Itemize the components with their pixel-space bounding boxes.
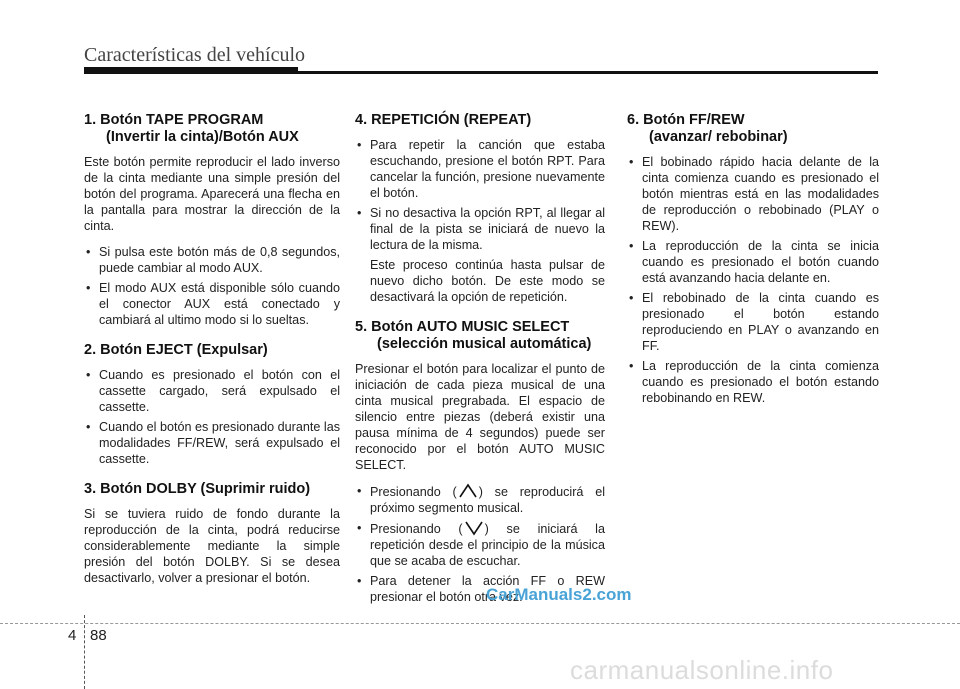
section-4-note: Este proceso continúa hasta pulsar de nuevo dicho botón. De este modo se desactivará la opción de repetición. bbox=[370, 258, 605, 304]
column-2 bbox=[355, 112, 605, 615]
list-item-text-post: ) se iniciará la repetición desde el principio de la música que se acaba de escuchar. bbox=[370, 522, 605, 568]
section-1-heading-line1: 1. Botón TAPE PROGRAM bbox=[84, 112, 264, 128]
section-5-body: Presionar el botón para localizar el punto de iniciación de cada pieza musical de una cinta musical pregrabada. El espacio de silencio entre piezas (deberá existir una pausa mínima de 4 segundos) puede ser reconocido por el botón AUTO MUSIC SELECT. bbox=[355, 362, 605, 472]
list-item: • El bobinado rápido hacia delante de la cinta comienza cuando es presionado el botón mientras está en las modalidades de reproducción o rebobinado (PLAY o REW). bbox=[627, 154, 879, 234]
watermark-carmanuals2[interactable]: CarManuals2.com bbox=[486, 585, 632, 604]
footer-vertical-divider bbox=[84, 615, 85, 689]
section-1-body: Este botón permite reproducir el lado inverso de la cinta mediante una simple presión del botón del programa. Aparecerá una flecha en la pantalla para mostrar la dirección de la cinta. bbox=[84, 155, 340, 233]
list-item bbox=[355, 483, 605, 516]
caret-down-icon bbox=[463, 520, 485, 536]
list-item: • Si pulsa este botón más de 0,8 segundos, puede cambiar al modo AUX. bbox=[84, 244, 340, 276]
section-4-heading: 4. REPETICIÓN (REPEAT) bbox=[355, 112, 532, 128]
list-item-text-pre: Presionando ( bbox=[370, 485, 457, 499]
list-item: • Cuando el botón es presionado durante las modalidades FF/REW, será expulsado el cassette. bbox=[84, 419, 340, 467]
section-1-list bbox=[84, 244, 340, 328]
column-3 bbox=[627, 112, 879, 416]
page-number: 88 bbox=[90, 627, 107, 644]
section-2-list bbox=[84, 367, 340, 467]
section-3-heading: 3. Botón DOLBY (Suprimir ruido) bbox=[84, 481, 311, 497]
caret-up-icon bbox=[457, 483, 479, 499]
list-item: • Para detener la acción FF o REW presionar el botón otra vez. bbox=[355, 573, 605, 605]
list-item bbox=[355, 520, 605, 569]
list-item-text-post: ) se reproducirá el próximo segmento musical. bbox=[370, 485, 605, 515]
section-1-heading bbox=[84, 112, 340, 146]
section-4-list bbox=[355, 137, 605, 305]
watermark-carmanualsonline: carmanualsonline.info bbox=[570, 655, 834, 685]
section-3-body: Si se tuviera ruido de fondo durante la reproducción de la cinta, podrá reducirse considerablemente mediante la simple presión del botón DOLBY. Si se desea desactivarlo, volver a presionar el botón. bbox=[84, 507, 340, 585]
list-item: • El modo AUX está disponible sólo cuando el conector AUX está conectado y cambiará al ultimo modo si lo sueltas. bbox=[84, 280, 340, 328]
header-rule bbox=[84, 71, 878, 74]
section-6-heading-line1: 6. Botón FF/REW bbox=[627, 112, 745, 128]
section-6-heading bbox=[627, 112, 879, 146]
section-5-heading bbox=[355, 319, 605, 353]
list-item: • La reproducción de la cinta se inicia cuando es presionado el botón cuando está avanzando hacia delante en. bbox=[627, 238, 879, 286]
section-2-heading: 2. Botón EJECT (Expulsar) bbox=[84, 342, 268, 358]
page-header-title: Características del vehículo bbox=[84, 44, 306, 66]
list-item: • Cuando es presionado el botón con el cassette cargado, será expulsado el cassette. bbox=[84, 367, 340, 415]
section-5-heading-line2: (selección musical automática) bbox=[377, 336, 592, 352]
section-6-list bbox=[627, 154, 879, 406]
column-1 bbox=[84, 112, 340, 596]
footer-divider bbox=[0, 623, 960, 624]
list-item: • El rebobinado de la cinta cuando es presionado el botón estando reproduciendo en PLAY o avanzando en FF. bbox=[627, 290, 879, 354]
list-item: • La reproducción de la cinta comienza cuando es presionado el botón estando rebobinando en REW. bbox=[627, 358, 879, 406]
section-1-heading-line2: (Invertir la cinta)/Botón AUX bbox=[106, 129, 299, 145]
list-item: • Para repetir la canción que estaba escuchando, presione el botón RPT. Para cancelar la función, presione nuevamente el botón. bbox=[355, 137, 605, 201]
list-item bbox=[355, 205, 605, 305]
section-5-heading-line1: 5. Botón AUTO MUSIC SELECT bbox=[355, 319, 570, 335]
section-6-heading-line2: (avanzar/ rebobinar) bbox=[649, 129, 788, 145]
section-number: 4 bbox=[68, 627, 77, 644]
list-item-text-pre: Presionando ( bbox=[370, 522, 463, 536]
list-item-text: Si no desactiva la opción RPT, al llegar al final de la pista se iniciará de nuevo la lectura de la misma. bbox=[370, 206, 605, 252]
